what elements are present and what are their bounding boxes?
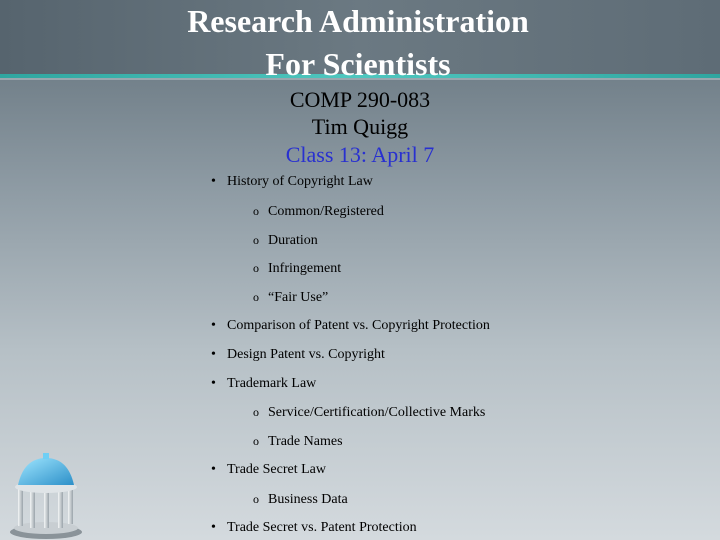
slide-title-line-1: Research Administration	[187, 3, 529, 39]
bullet-marker: o	[253, 203, 259, 218]
outline-subtopic	[253, 202, 384, 221]
outline-text: Infringement	[268, 261, 342, 277]
bullet-marker: o	[253, 232, 259, 247]
outline-subtopic	[253, 231, 318, 250]
bullet-marker: •	[211, 375, 216, 391]
outline-topic	[211, 173, 373, 191]
class-date: Class 13: April 7	[285, 142, 435, 167]
bullet-marker: •	[211, 174, 216, 189]
bullet-marker: •	[211, 462, 216, 477]
outline-text: Trade Secret Law	[227, 462, 327, 477]
outline-text: Trade Names	[268, 434, 343, 450]
outline-subtopic	[253, 403, 485, 422]
bullet-marker: o	[253, 290, 259, 305]
outline-text: Design Patent vs. Copyright	[227, 346, 385, 362]
outline-text: Business Data	[268, 491, 348, 507]
outline-text: Comparison of Patent vs. Copyright Protection	[227, 318, 490, 333]
bullet-marker: •	[211, 346, 216, 362]
outline-text: Trademark Law	[227, 375, 317, 391]
instructor-name: Tim Quigg	[311, 114, 409, 139]
outline-topic	[211, 317, 490, 335]
bullet-marker: •	[211, 318, 216, 333]
outline-subtopic	[253, 432, 343, 451]
outline-topic	[211, 346, 385, 364]
bullet-marker: o	[253, 491, 259, 506]
bullet-marker: o	[253, 261, 259, 276]
slide-title-line-2: For Scientists	[265, 46, 451, 82]
outline-text: Duration	[268, 232, 318, 248]
bullet-marker: •	[211, 519, 216, 535]
outline-topic	[211, 519, 417, 537]
outline-topic	[211, 461, 326, 479]
slide-title	[0, 0, 716, 86]
outline-text: History of Copyright Law	[227, 174, 373, 189]
outline-text: “Fair Use”	[268, 290, 329, 306]
course-number: COMP 290-083	[289, 87, 431, 112]
outline-subtopic	[253, 259, 341, 278]
old-well-dome-icon	[0, 452, 82, 540]
bullet-marker: o	[253, 405, 259, 420]
outline-topic	[211, 375, 316, 393]
outline-subtopic	[253, 288, 328, 307]
outline-text: Service/Certification/Collective Marks	[268, 405, 486, 421]
outline-text: Trade Secret vs. Patent Protection	[227, 519, 417, 535]
bullet-marker: o	[253, 434, 259, 449]
outline-subtopic	[253, 490, 348, 509]
outline-text: Common/Registered	[268, 203, 384, 219]
